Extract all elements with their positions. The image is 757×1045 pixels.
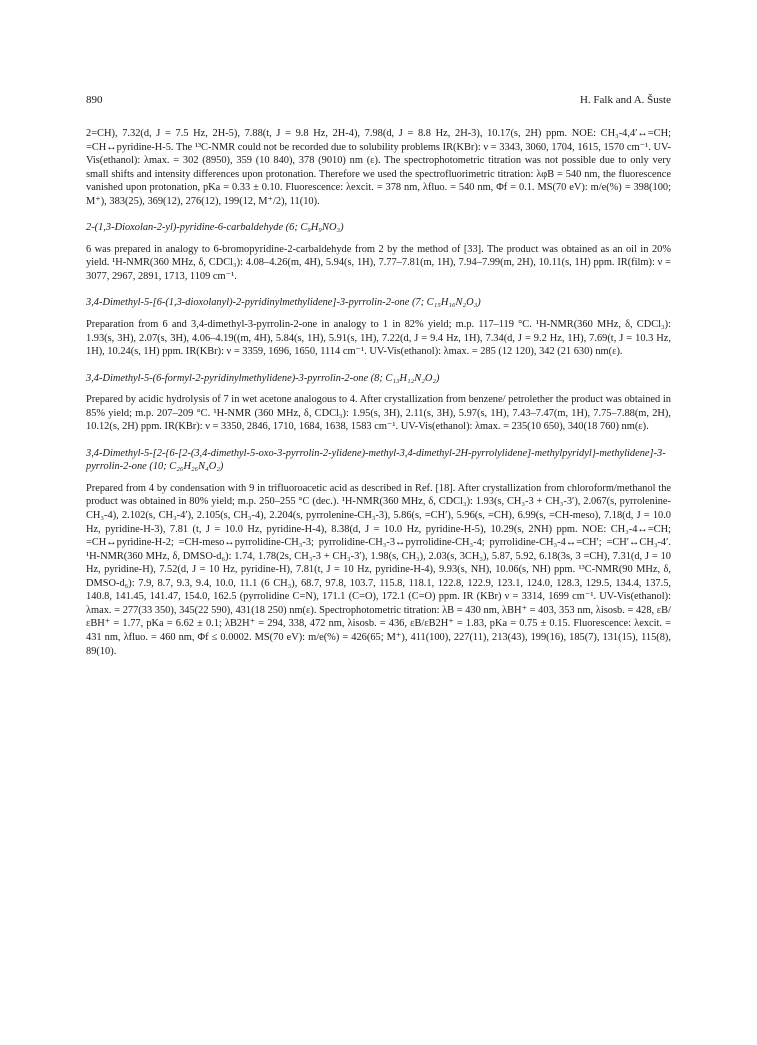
page-number: 890 [86, 94, 103, 106]
heading-gap [86, 310, 671, 318]
section-gap [86, 434, 671, 447]
compound-heading: 2-(1,3-Dioxolan-2-yl)-pyridine-6-carbaldehyde (6; C₉H₉NO₃) [86, 222, 344, 234]
section-gap [86, 208, 671, 221]
heading-gap [86, 474, 671, 482]
experimental-paragraph: Prepared from 4 by condensation with 9 in trifluoroacetic acid as described in Ref. [18]. After crystallization from chloroform/methanol the product was obtained in 80% yield; m.p. 250–255 °C (dec.). ¹H-NMR(360 MHz, δ, CDCl₃): 1.93(s, CH₃-3 + CH₃-3′), 2.067(s, pyrrolenine-CH₃-4), 2.102(s, CH₃-4′), 2.105(s, CH₃-4), 2.204(s, pyrrolenine-CH₃-3), 5.86(s, =CH′), 5.96(s, =CH), 6.99(s, =CH-meso), 7.18(d, J = 10.0 Hz, pyridine-H-3), 7.81 (t, J = 10.0 Hz, pyridine-H-4), 8.38(d, J = 10.0 Hz, pyridine-H-5), 10.29(s, 2NH) ppm. NOE: CH₃-4↔=CH; =CH↔pyridine-H-2; =CH-meso↔pyrrolidine-CH₃-3; pyrrolidine-CH₃-3↔pyrrolidine-CH₃-4; pyrrolidine-CH₃-4↔=CH′; =CH′↔CH₃-4′. ¹H-NMR(360 MHz, δ, DMSO-d₆): 1.74, 1.78(2s, CH₃-3 + CH₃-3′), 1.98(s, CH₃), 2.03(s, 3CH₃), 5.87, 5.92, 6.18(3s, 3 =CH), 7.31(d, J = 10 Hz, pyridine-H), 7.52(d, J = 10 Hz, pyridine-H), 7.81(t, J = 10 Hz, pyridine-H-4), 9.93(s, NH), 10.06(s, NH) ppm. ¹³C-NMR(90 MHz, δ, DMSO-d₆): 7.9, 8.7, 9.3, 9.4, 10.0, 11.1 (6 CH₃), 68.7, 97.8, 103.7, 115.8, 118.1, 122.8, 122.9, 123.1, 124.0, 128.3, 129.5, 134.4, 137.5, 140.8, 141.45, 141.47, 154.0, 162.5 (pyrrolidine C=N), 171.1 (C=O), 172.1 (C=O) ppm. IR (KBr) ν = 3314, 1699 cm⁻¹. UV-Vis(ethanol): λmax. = 277(33 350), 345(22 590), 431(18 250) nm(ε). Spectrophotometric titration: λB = 430 nm, λBH⁺ = 403, 353 nm, λisosb. = 428, εB/εBH⁺ = 1.77, pKa = 6.62 ± 0.1; λB2H⁺ = 294, 338, 472 nm, λisosb. = 436, εB/εB2H⁺ = 1.83, pKa = 0.75 ± 0.15. Fluorescence: λexcit. = 431 nm, λfluo. = 460 nm, Φf ≤ 0.0002. MS(70 eV): m/e(%) = 426(65; M⁺), 411(100), 227(11), 213(43), 199(16), 185(7), 131(15), 115(8), 89(10). [86, 482, 671, 657]
running-head-authors: H. Falk and A. Šuste [579, 94, 671, 106]
compound-heading: 3,4-Dimethyl-5-[2-{6-[2-(3,4-dimethyl-5-oxo-3-pyrrolin-2-ylidene)-methyl-3,4-dimethyl-2H-pyrrolylidene]-methylpyridyl}-methylidene]-3-pyrrolin-2-one (10; C₂₆H₂₆N₄O₂) [86, 447, 666, 473]
compound-heading: 3,4-Dimethyl-5-(6-formyl-2-pyridinylmethylidene)-3-pyrrolin-2-one (8; C₁₃H₁₂N₂O₂) [86, 372, 440, 384]
heading-gap [86, 235, 671, 243]
section-gap [86, 359, 671, 372]
heading-gap [86, 385, 671, 393]
experimental-paragraph: Preparation from 6 and 3,4-dimethyl-3-pyrrolin-2-one in analogy to 1 in 82% yield; m.p. 117–119 °C. ¹H-NMR(360 MHz, δ, CDCl₃): 1.93(s, 3H), 2.07(s, 3H), 4.06–4.19((m, 4H), 5.84(s, 1H), 5.91(s, 1H), 7.22(d, J = 9.4 Hz, 1H), 7.34(d, J = 9.2 Hz, 1H), 7.69(t, J = 10.3 Hz, 1H), 10.24(s, 1H) ppm. IR(KBr): ν = 3359, 1696, 1650, 1114 cm⁻¹. UV-Vis(ethanol): λmax. = 285 (12 120), 342 (21 630) nm(ε). [86, 319, 671, 358]
experimental-paragraph: 6 was prepared in analogy to 6-bromopyridine-2-carbaldehyde from 2 by the method of [33]. The product was obtained as an oil in 20% yield. ¹H-NMR(360 MHz, δ, CDCl₃): 4.08–4.26(m, 4H), 5.94(s, 1H), 7.77–7.81(m, 1H), 7.94–7.99(m, 2H), 10.11(s, 1H) ppm. IR(film): ν = 3077, 2967, 2891, 1713, 1109 cm⁻¹. [86, 243, 671, 282]
running-header [86, 94, 671, 108]
experimental-paragraph: Prepared by acidic hydrolysis of 7 in wet acetone analogous to 4. After crystallization from benzene/ petrolether the product was obtained in 85% yield; m.p. 207–209 °C. ¹H-NMR (360 MHz, δ, CDCl₃): 1.95(s, 3H), 2.11(s, 3H), 5.97(s, 1H), 7.43–7.47(m, 1H), 7.75–7.88(m, 2H), 10.12(s, 2H) ppm. IR(KBr): ν = 3350, 2846, 1710, 1684, 1638, 1583 cm⁻¹. UV-Vis(ethanol): λmax. = 235(10 650), 340(18 760) nm(ε). [86, 394, 671, 433]
compound-heading: 3,4-Dimethyl-5-[6-(1,3-dioxolanyl)-2-pyridinylmethylidene]-3-pyrrolin-2-one (7; C₁₅H₁₆N₂O₃) [86, 297, 481, 309]
article-body [86, 127, 671, 658]
section-gap [86, 283, 671, 296]
experimental-paragraph: 2=CH), 7.32(d, J = 7.5 Hz, 2H-5), 7.88(t, J = 9.8 Hz, 2H-4), 7.98(d, J = 8.8 Hz, 2H-3), 10.17(s, 2H) ppm. NOE: CH₃-4,4′↔=CH; =CH↔pyridine-H-5. The ¹³C-NMR could not be recorded due to solubility problems IR(KBr): ν = 3343, 3060, 1704, 1615, 1570 cm⁻¹. UV-Vis(ethanol): λmax. = 302 (8950), 359 (10 840), 378 (9010) nm (ε). The spectrophotometric titration was not possible due to only very small shifts and intensity differences upon protonation. Therefore we used the spectrofluorimetric titration: λφB = 540 nm, the fluorescence vanished upon protonation, pKa = 0.33 ± 0.10. Fluorescence: λexcit. = 378 nm, λfluo. = 540 nm, Φf = 0.1. MS(70 eV): m/e(%) = 398(100; M⁺), 383(25), 369(12), 276(12), 199(12, M⁺/2), 11(10). [86, 128, 671, 207]
